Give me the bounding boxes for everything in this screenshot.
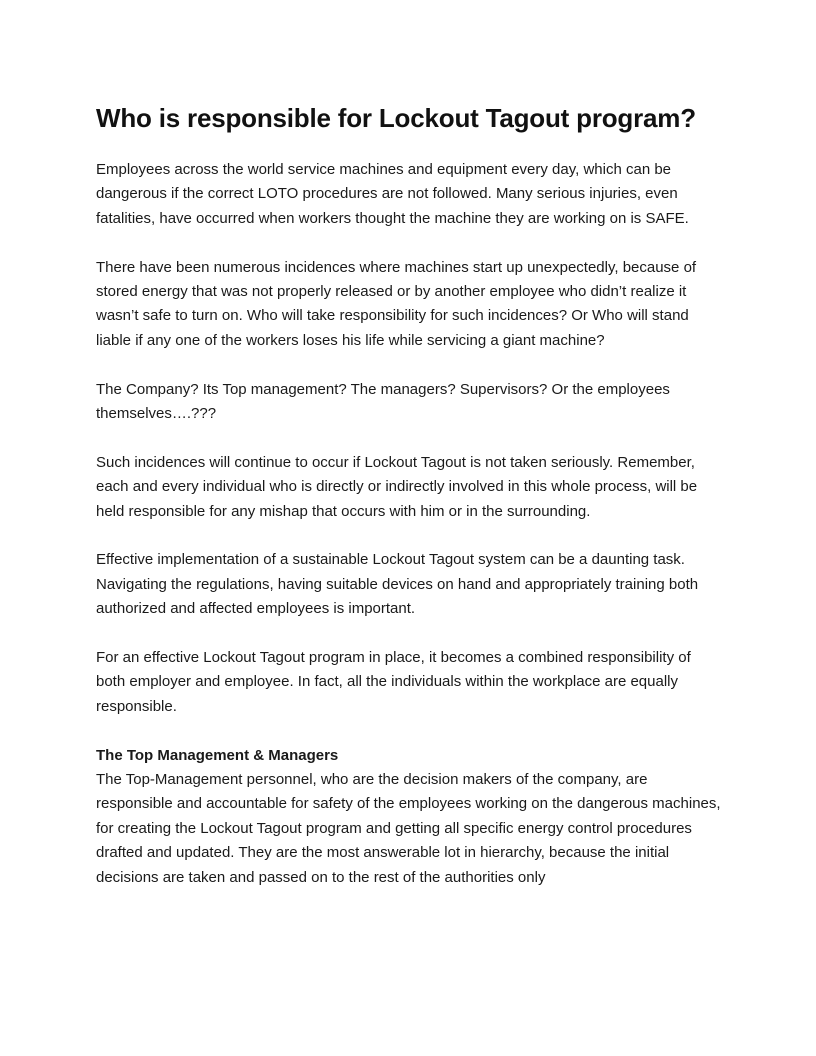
section-top-management [96,744,724,890]
paragraph-combined-responsibility: For an effective Lockout Tagout program in place, it becomes a combined responsibility of both employer and employee. In fact, all the individuals within the workplace are equally responsible. [96,649,691,715]
document-page [96,96,724,890]
paragraph-intro: Employees across the world service machines and equipment every day, which can be dangerous if the correct LOTO procedures are not followed. Many serious injuries, even fatalities, have occurred when workers thought the machine they are working on is SAFE. [96,161,689,227]
document-body [96,158,724,890]
section-heading: The Top Management & Managers [96,746,339,764]
paragraph-responsibility: Such incidences will continue to occur if Lockout Tagout is not taken seriously. Remember, each and every individual who is directly or indirectly involved in this whole process, will be held responsible for any mishap that occurs with him or in the surrounding. [96,453,698,520]
section-text: The Top-Management personnel, who are the decision makers of the company, are responsible and accountable for safety of the employees working on the dangerous machines, for creating the Lockout Tagout program and getting all specific energy control procedures drafted and updated. They are the most answerable lot in hierarchy, because the initial decisions are taken and passed on to the rest of the authorities only [96,771,721,886]
document-title: Who is responsible for Lockout Tagout program? [96,103,696,133]
paragraph-questions: The Company? Its Top management? The managers? Supervisors? Or the employees themselves….??? [96,380,670,423]
paragraph-implementation: Effective implementation of a sustainable Lockout Tagout system can be a daunting task. Navigating the regulations, having suitable devices on hand and appropriately training both authorized and affected employees is important. [96,551,699,618]
paragraph-incidences: There have been numerous incidences where machines start up unexpectedly, because of stored energy that was not properly released or by another employee who didn’t realize it wasn’t safe to turn on. Who will take responsibility for such incidences? Or Who will stand liable if any one of the workers loses his life while servicing a giant machine? [96,258,697,349]
